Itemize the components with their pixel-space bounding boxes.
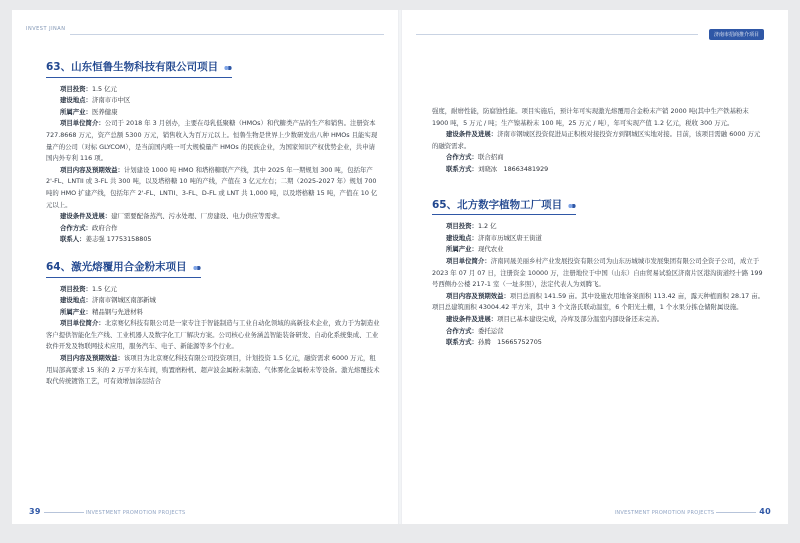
left-page: [12, 10, 398, 524]
project-65-conditions: 建设条件及进展：项目已基本建设完成，冷库及部分温室内部设备还未完善。: [446, 314, 664, 323]
project-63-content: 项目内容及预期效益：计划建设 1000 吨 HMO 和塔格糖联产产线，其中 2025 年一期规划 300 吨，包括年产 2'-FL、LNTII 或 3-FL 共 300 吨，以及塔格糖 10 吨的产线，产值在 3 亿元左右；二期（2025-2027 年）规划 700 吨的 HMO 扩建产线，包括年产 2'-FL、LNTII、3-FL、D-FL 或 LNT 共 1,000 吨，以及塔格糖 15 吨，产值在 10 亿元以上。: [46, 165, 378, 209]
project-65-unit: 项目单位简介：济南同晟美丽乡村产业发展投资有限公司为山东历城城市发展集团有限公司全资子公司，成立于 2023 年 07 月 07 日，注册资金 10000 万，注册地位于中国（山东）自由贸易试验区济南片区港沟街道经十路 199 号西侧办公楼 217-1 室（一址多照），法定代表人为刘腾飞。: [432, 256, 763, 289]
title-ornament-icon: [568, 201, 576, 211]
project-63-industry: 所属产业：医养健康: [60, 107, 118, 116]
project-64-cooperation: 合作方式：联合招商: [446, 153, 504, 162]
project-65-title: 65、北方数字植物工厂项目: [432, 200, 576, 216]
project-65-cooperation: 合作方式：委托运营: [446, 326, 504, 335]
project-63-section: [46, 62, 380, 246]
project-64-section: [46, 262, 380, 388]
project-64-content: 项目内容及预期效益：该项目为北京赛亿科技有限公司投资项目，计划投资 1.5 亿元，融资需求 6000 万元，租用局部高要求 15 米的 2 万平方米车间，购置磨粉机、超声波金属粉末制造、气体雾化金属粉末等设备。激光熔覆技术取代传统镀铬工艺，可有效增加涂层结合: [46, 354, 380, 386]
project-64-unit: 项目单位简介：北京赛亿科技有限公司是一家专注于智能制造与工业自动化领域的高新技术企业，致力于为制造业客户提供智能化生产线、工业机器人及数字化工厂解决方案。公司核心业务涵盖智能装备研发、自动化系统集成、工业软件开发及物联网技术应用，服务汽车、电子、新能源等多个行业。: [46, 319, 380, 351]
project-65-section: [432, 200, 766, 349]
header-tab: 济南市招商推介项目: [709, 29, 764, 40]
project-63-title: 63、山东恒鲁生物科技有限公司项目: [46, 62, 232, 78]
project-64-conditions: 建设条件及进展：济南市钢城区投资促进局正积极对接投资方到钢城区实地对接。目前，该项目需融 6000 万元的融资需求。: [432, 130, 761, 150]
right-footer: INVESTMENT PROMOTION PROJECTS 40: [614, 507, 771, 516]
project-65-industry: 所属产业：现代农业: [446, 245, 504, 254]
project-65-invest: 项目投资：1.2 亿: [446, 222, 497, 231]
project-65-location: 建设地点：济南市历城区唐王街道: [446, 233, 542, 242]
project-64-continued: [432, 106, 766, 176]
project-65-contact: 联系方式：孙腾 15665752705: [446, 338, 542, 347]
header-label: INVEST JINAN: [26, 26, 66, 32]
page-number: 39: [29, 507, 41, 516]
project-63-unit: 项目单位简介：公司于 2018 年 3 月创办，主要在母乳低聚糖（HMOs）和代糖类产品的生产和销售。注册资本 727.8668 万元，资产总额 5300 万元，销售收入为百万元以上。恒鲁生物是世界上少数研发出八种 HMOs 且能实现量产的公司（对标 GLYCOM），是当前国内唯一可大规模量产 HMOs 的民族企业，为国家知识产权优势企业，共申请国内外专利 116 项。: [46, 119, 378, 163]
project-63-cooperation: 合作方式：政府合作: [60, 223, 118, 232]
project-63-contact: 联系人：姜志强 17753158805: [60, 235, 152, 244]
project-64-content-cont: 强度，耐磨性能，防腐蚀性能。项目实施后，预计年可实现激光熔覆用合金粉末产销 2000 吨(其中生产铁基粉末 1900 吨，5 万元 / 吨；生产镍基粉末 100 吨，25 万元 / 吨），年可实现产值 1.2 亿元，税收 300 万元。: [432, 107, 749, 127]
header-rule: [416, 34, 698, 35]
project-65-content: 项目内容及预期效益：项目总面积 141.59 亩。其中设施农用地备案面积 113.42 亩，露天种植面积 28.17 亩。项目总建筑面积 43004.42 平方米，其中 3 个文洛氏联动温室，6 个阳光土棚，1 个水果分拣仓储附属设施。: [432, 291, 765, 312]
title-ornament-icon: [193, 263, 201, 273]
project-63-invest: 项目投资：1.5 亿元: [60, 84, 117, 93]
project-64-title: 64、激光熔覆用合金粉末项目: [46, 262, 201, 278]
title-ornament-icon: [224, 63, 232, 73]
right-page: [402, 10, 788, 524]
project-64-invest: 项目投资：1.5 亿元: [60, 284, 117, 293]
header-rule: [70, 34, 384, 35]
project-63-conditions: 建设条件及进展：建厂需要配备蒸汽、污水处理、厂房建设、电力供应等需求。: [60, 212, 284, 221]
project-64-industry: 所属产业：精品钢与先进材料: [60, 307, 144, 316]
page-number: 40: [759, 507, 771, 516]
project-64-contact: 联系方式：刘晓冰 18663481929: [446, 164, 549, 173]
left-footer: 39 INVESTMENT PROMOTION PROJECTS: [29, 507, 186, 516]
project-64-location: 建设地点：济南市钢城区南部新城: [60, 296, 156, 305]
project-63-location: 建设地点：济南市市中区: [60, 96, 131, 105]
